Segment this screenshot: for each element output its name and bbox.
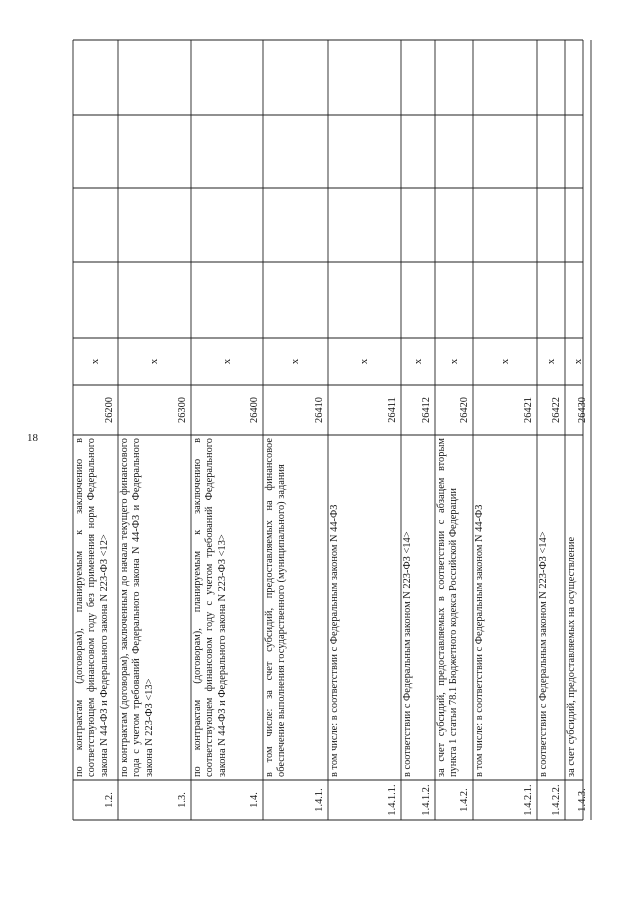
rotated-report-table [73,40,588,820]
row-number: 1.4.3. [576,788,588,812]
row-description: в том числе: за счет субсидий, предоставляемых на финансовое обеспечение выполнения государственного (муниципального) задания [264,438,288,777]
row-mark: x [220,358,233,365]
row-code: 26420 [458,397,470,423]
row-code: 26422 [550,397,562,423]
row-mark: x [571,358,584,365]
row-description: по контрактам (договорам), планируемым к заключению в соответствующем финансовом году без применения норм Федерального закона N 44-ФЗ и Федерального закона N 223-ФЗ <12> [74,438,110,777]
row-code: 26200 [103,397,115,423]
row-description: по контрактам (договорам), планируемым к заключению в соответствующем финансовом году с учетом требований Федерального закона N 44-ФЗ и Федерального закона N 223-ФЗ <13> [192,438,228,777]
row-description: по контрактам (договорам), заключенным до начала текущего финансового года с учетом требований Федерального закона N 44-ФЗ и Федерального закона N 223-ФЗ <13> [119,438,155,777]
row-mark: x [89,358,102,365]
row-mark: x [544,358,557,365]
row-code: 26421 [522,397,534,423]
page-number: 18 [27,432,38,444]
row-number: 1.2. [103,792,115,808]
row-mark: x [411,358,424,365]
row-code: 26430 [576,397,588,423]
row-code: 26300 [176,397,188,423]
row-description: в соответствии с Федеральным законом N 223-ФЗ <14> [402,531,413,777]
row-description: за счет субсидий, предоставляемых на осуществление [566,536,577,777]
row-code: 26411 [386,397,398,423]
row-number: 1.4.2.2. [550,784,562,816]
row-description: в соответствии с Федеральным законом N 223-ФЗ <14> [538,531,549,777]
row-mark: x [148,358,161,365]
row-mark: x [447,358,460,365]
row-description: в том числе: в соответствии с Федеральным законом N 44-ФЗ [474,504,485,777]
row-mark: x [498,358,511,365]
row-code: 26412 [420,397,432,423]
row-number: 1.4.1.1. [386,784,398,816]
row-mark: x [358,358,371,365]
row-number: 1.4.1.2. [420,784,432,816]
row-number: 1.4.1. [313,788,325,812]
row-description: в том числе: в соответствии с Федеральным законом N 44-ФЗ [329,504,340,777]
row-number: 1.3. [176,792,188,808]
row-mark: x [289,358,302,365]
row-number: 1.4. [248,792,260,808]
row-number: 1.4.2.1. [522,784,534,816]
row-number: 1.4.2. [458,788,470,812]
row-description: за счет субсидий, предоставляемых в соответствии с абзацем вторым пункта 1 статьи 78.1 Бюджетного кодекса Российской Федерации [436,438,460,777]
row-code: 26410 [313,397,325,423]
row-code: 26400 [248,397,260,423]
